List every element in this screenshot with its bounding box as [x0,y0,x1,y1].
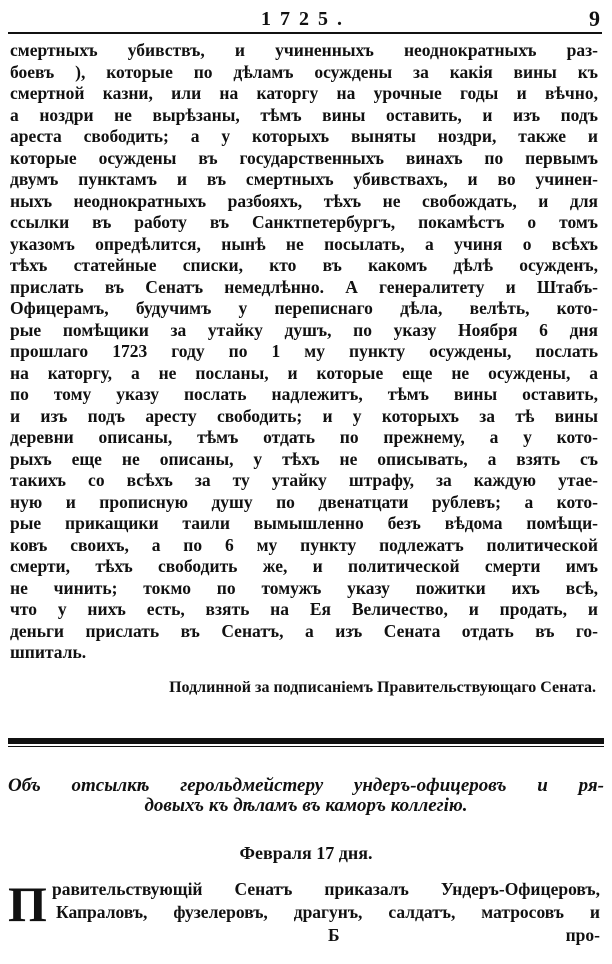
text-line: не чинить; токмо по томужъ указу пожитки ихъ всѣ, [10,577,598,598]
section-title-line: Объ отсылкѣ герольдмейстеру ундеръ-офицеровъ и ря- [8,775,604,796]
section-date: Февраля 17 дня. [239,843,373,863]
text-line: деньги прислать въ Сенатъ, а изъ Сената отдать въ го- [10,620,598,641]
text-line: указомъ опредѣлится, нынѣ не посылать, а учиня о всѣхъ [10,233,598,254]
text-line: на каторгу, а не посланы, и которые еще не осуждены, а [10,362,598,383]
body-text [10,40,598,664]
catchword: про- [565,925,600,945]
signature-line: Подлинной за подписанiемъ Правительствующаго Сената. [169,679,596,696]
text-line: смерти, тѣхъ свободить же, и политической смерти имъ [10,556,598,576]
text-line: такихъ со всѣхъ за ту утайку штрафу, за каждую утае- [10,470,598,490]
drop-cap: П [8,876,47,932]
page-number: 9 [589,6,600,31]
paragraph-line: Капраловъ, фузелеровъ, драгунъ, салдатъ, матросовъ и [56,902,600,922]
text-line: а ноздри не вырѣзаны, тѣмъ вины оставить, и изъ подъ [10,104,598,125]
signature-mark: Б [328,925,340,945]
section-title-line: довыхъ къ дѣламъ въ каморъ коллегiю. [144,795,468,816]
text-line: ареста свободить; а у которыхъ выняты ноздри, также и [10,126,598,146]
text-line: ссылки въ работу въ Санктпетербургъ, покамѣстъ о томъ [10,212,598,232]
paragraph-line: равительствующiй Сенатъ приказалъ Ундеръ-Офицеровъ, [52,879,600,899]
section-title [8,776,604,816]
text-line: смертныхъ убивствъ, и учиненныхъ неоднократныхъ раз- [10,40,598,60]
text-line: прислать въ Сенатъ немедлѣнно. А генералитету и Штабъ- [10,276,598,297]
text-line: тѣхъ статейные списки, кто въ какомъ дѣлѣ осужденъ, [10,255,598,275]
text-line: что у нихъ есть, взять на Ея Величество, и продать, и [10,599,598,619]
section-divider [8,738,604,744]
text-line: которые осуждены въ государственныхъ винахъ по первымъ [10,147,598,168]
text-line: двумъ пунктамъ и въ смертныхъ убивствахъ, и во учинен- [10,169,598,189]
text-line: рые помѣщики за утайку душъ, по указу Ноября 6 дня [10,319,598,340]
text-line: ныхъ неоднократныхъ разбояхъ, тѣхъ не свобождать, и для [10,190,598,211]
header-rule [8,32,602,34]
text-line: ковъ своихъ, а по 6 му пункту подлежатъ политической [10,534,598,555]
text-line: шпиталь. [10,642,87,662]
text-line: боевъ ), которые по дѣламъ осуждены за какiя вины къ [10,61,598,82]
text-line: ную и прописную душу по двенатцати рублевъ; а кото- [10,491,598,512]
text-line: рыхъ еще не описаны, у тѣхъ не описывать, а взять съ [10,448,598,469]
text-line: смертной казни, или на каторгу на урочные годы и вѣчно, [10,83,598,103]
running-header-year: 1725. [261,8,351,30]
text-line: Офицерамъ, будучимъ у переписнаго дѣла, велѣть, кото- [10,298,598,318]
text-line: по тому указу послать надлежитъ, тѣмъ вины оставить, [10,384,598,404]
text-line: прошлаго 1723 году по 1 му пункту осуждены, послать [10,341,598,361]
text-line: и изъ подъ аресту свободить; и у которыхъ за тѣ вины [10,405,598,426]
section-paragraph [8,878,600,947]
text-line: рые прикащики таили вымышленно безъ вѣдома помѣщи- [10,513,598,533]
page-footer [8,924,600,947]
text-line: деревни описаны, тѣмъ отдать по прежнему, а у кото- [10,427,598,447]
